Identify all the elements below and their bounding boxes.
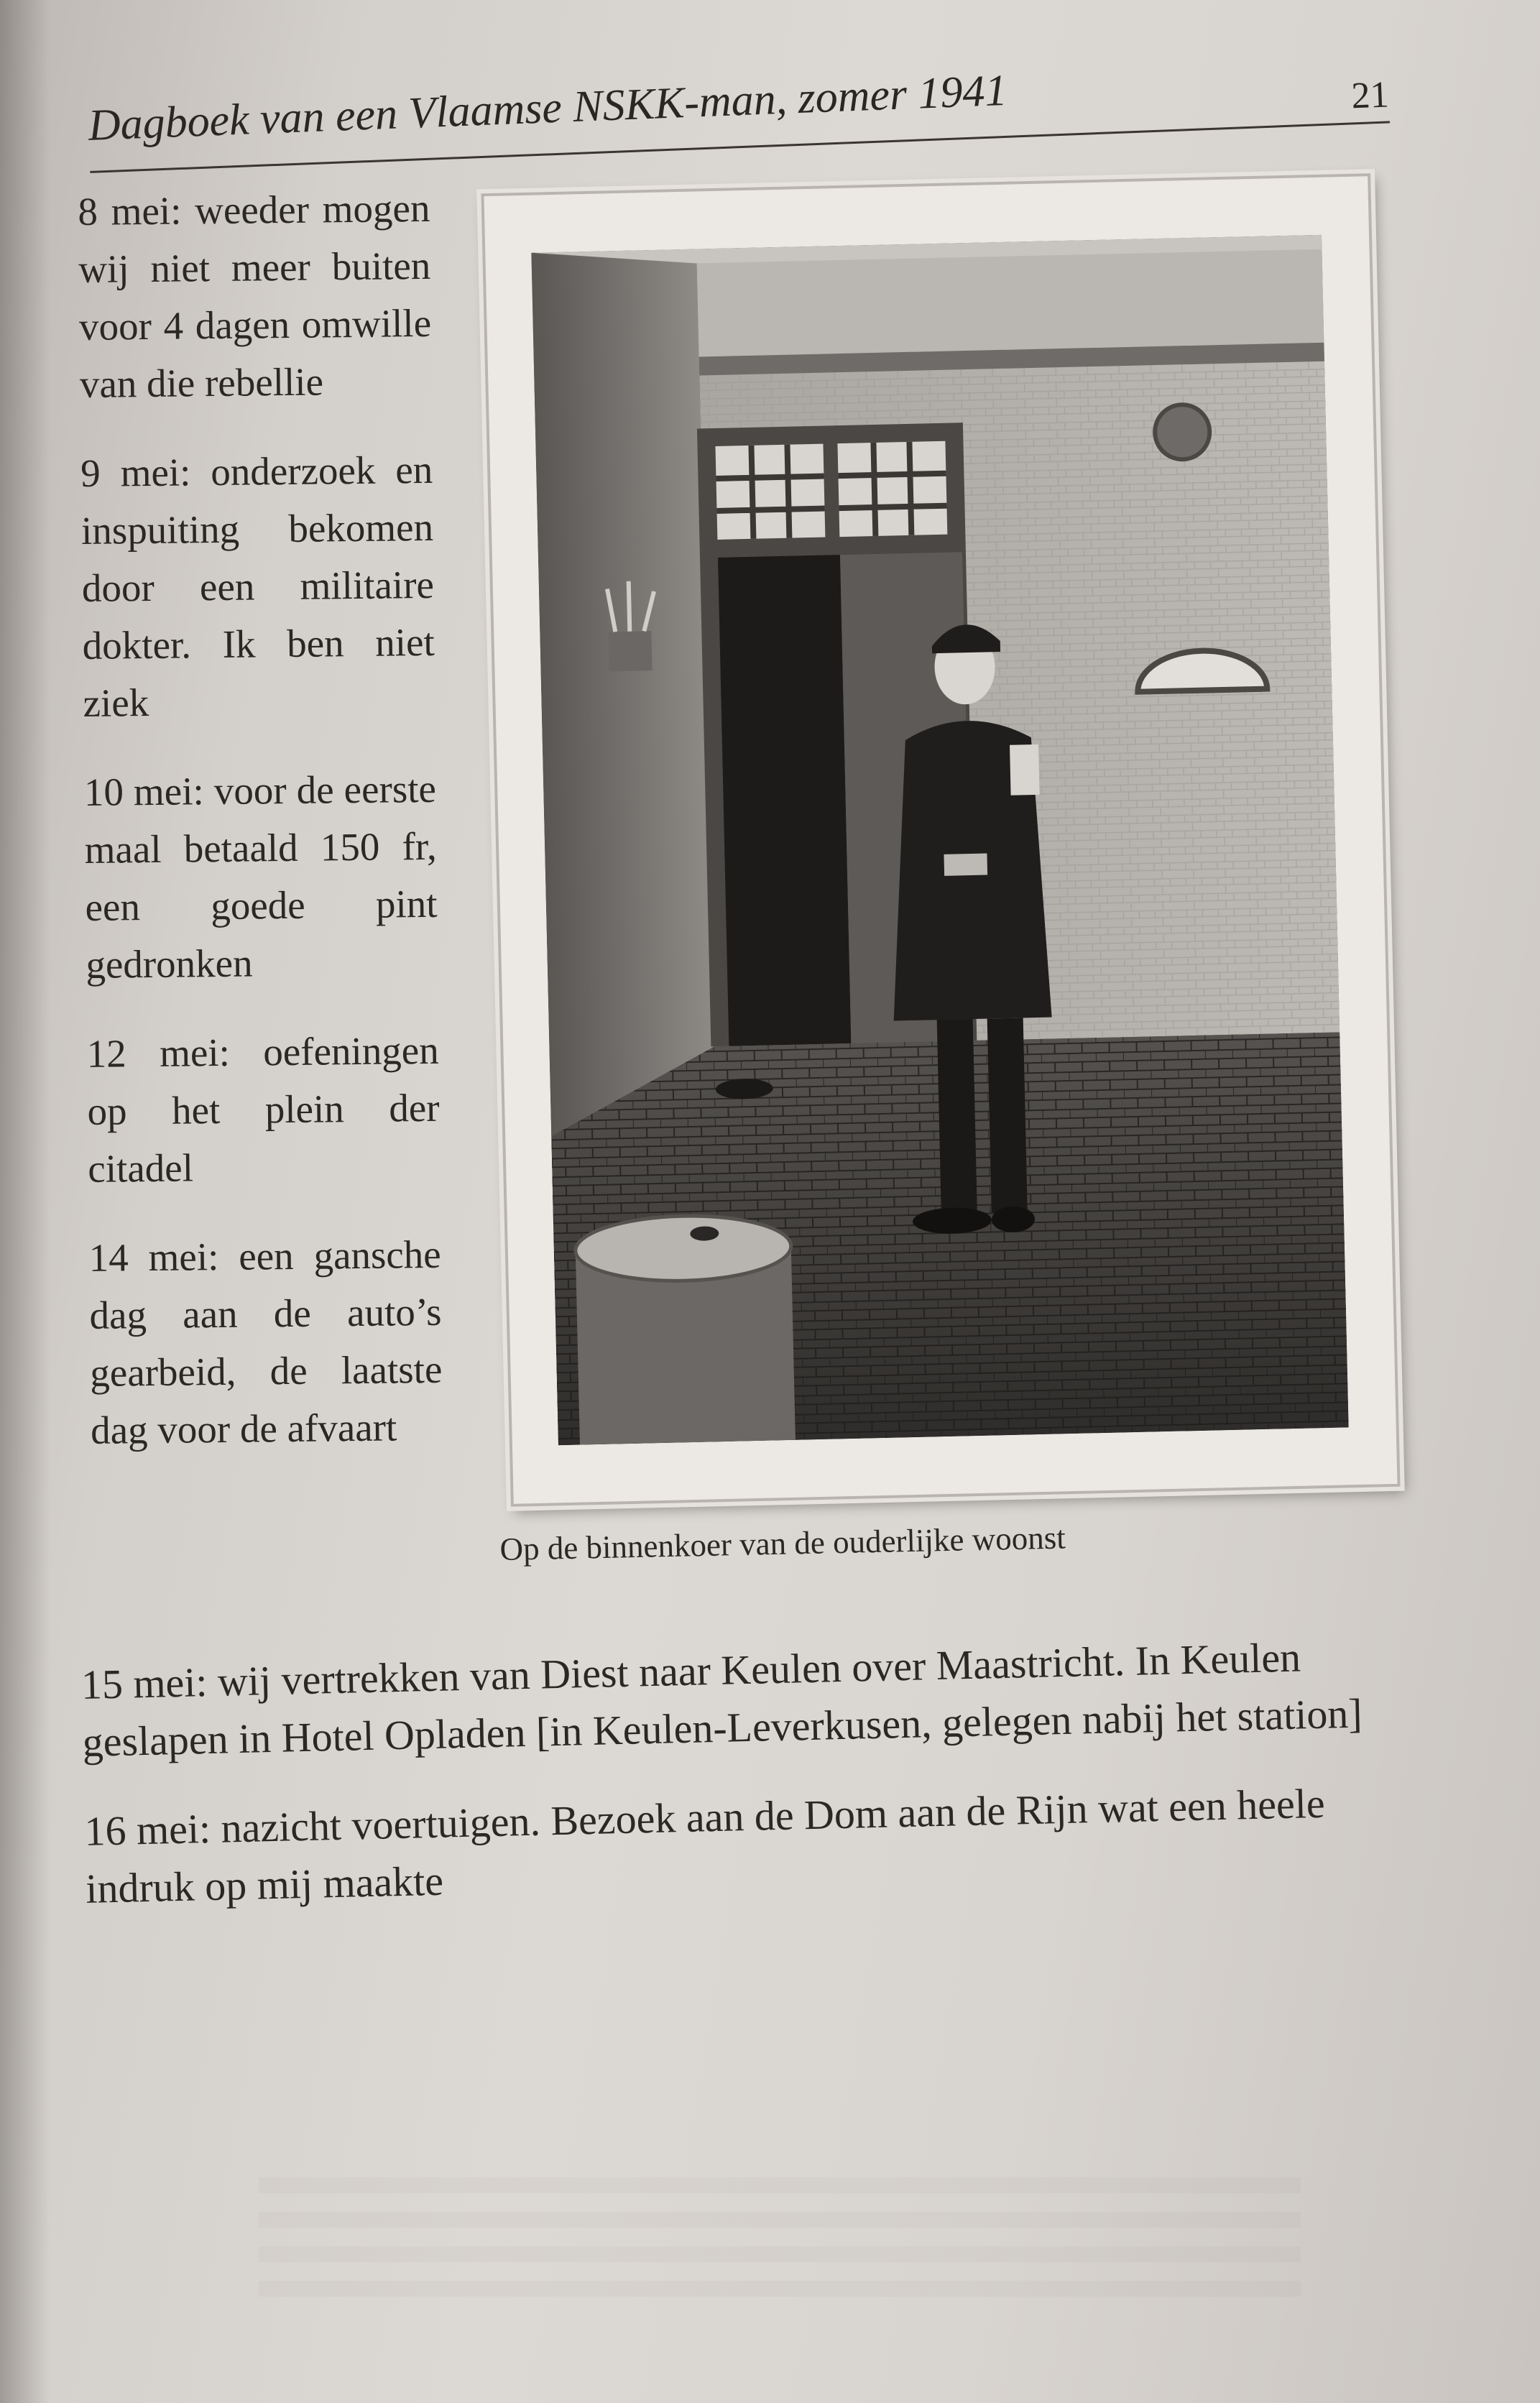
running-title: Dagboek van een Vlaamse NSKK-man, zomer 1941: [87, 65, 1008, 150]
page-header: [86, 22, 1391, 201]
photograph: [481, 173, 1400, 1507]
photo-caption: Op de binnenkoer van de ouderlijke woonst: [499, 1519, 1066, 1567]
diary-entry-8-mei: 8 mei: weeder mogen wij niet meer buiten voor 4 dagen omwille van die rebellie: [78, 185, 432, 406]
full-width-text: [80, 1626, 1409, 1950]
bleed-through-shadow: [259, 2177, 1301, 2300]
page-number: 21: [1350, 74, 1390, 117]
diary-entry-14-mei: 14 mei: een gansche dag aan de auto’s gearbeid, de laatste dag voor de afvaart: [88, 1232, 443, 1452]
diary-entry-12-mei: 12 mei: oefeningen op het plein der citadel: [86, 1028, 440, 1191]
diary-entry-9-mei: 9 mei: onderzoek en inspuiting bekomen door een militaire dokter. Ik ben niet ziek: [80, 447, 435, 725]
left-text-column: [78, 180, 443, 1491]
courtyard-photo-image: [531, 235, 1348, 1446]
diary-entry-15-mei: 15 mei: wij vertrekken van Diest naar Keulen over Maastricht. In Keulen geslapen in Hotel Opladen [in Keulen-Leverkusen, gelegen nabij het station]: [80, 1633, 1363, 1766]
diary-entry-10-mei: 10 mei: voor de eerste maal betaald 150 fr, een goede pint gedronken: [83, 766, 438, 987]
diary-entry-16-mei: 16 mei: nazicht voertuigen. Bezoek aan de Dom aan de Rijn wat een heele indruk op mij maakte: [83, 1779, 1326, 1912]
